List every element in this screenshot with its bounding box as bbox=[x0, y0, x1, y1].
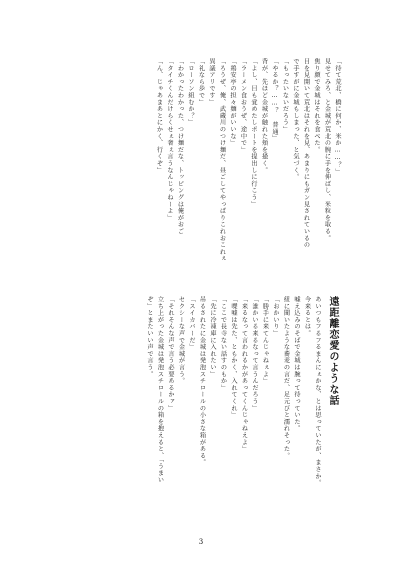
text-column: 「喋嘘は先た、ともかく、入れてくれ」 bbox=[230, 296, 237, 419]
text-column: 焦り顔で金城はそれを食べた。 bbox=[313, 58, 320, 154]
text-column: 「タイチくんだけらくせぇ奢ぇ言うなんじゃねーよ」 bbox=[166, 58, 173, 222]
text-column: 「よし、目も覚めたしポートを提出しに行こう」 bbox=[250, 58, 257, 208]
text-column: 「礼なら歩で」 bbox=[197, 58, 205, 106]
text-column: 「スイカバーだ」 bbox=[188, 296, 195, 351]
text-column: 「やるか？……？ 普通」 bbox=[271, 58, 278, 142]
text-column: 「待て荒北、橋に何か、米か……？」 bbox=[334, 58, 341, 176]
text-column: 「誰かいる来るなって言うんだろう」 bbox=[251, 296, 258, 412]
text-column: 「もったいないだろう」 bbox=[281, 58, 289, 133]
text-column: 「勝手に来てんじゃねぇよ」 bbox=[261, 296, 269, 385]
top-text-block bbox=[112, 58, 342, 280]
chapter-title: 遠距離恋愛のような話 bbox=[327, 296, 338, 406]
text-column: 「おかいり」 bbox=[272, 296, 279, 337]
text-column: 目を見開いて荒北はそれを見、あまりにもガン見されているの bbox=[302, 58, 310, 249]
text-column: 「それそんな声で言う必要あるかァ」 bbox=[167, 296, 174, 412]
text-column: 「ラーメン食おうぜ、途中で」 bbox=[239, 58, 247, 154]
text-column: ぞ」とまたいい声で言う。 bbox=[146, 296, 153, 378]
text-column: 「ここで長寺ない話すのもか」 bbox=[219, 296, 227, 392]
text-column: 吊るされたに金城は発泡スチロールの小さな箱がある。 bbox=[198, 296, 206, 466]
text-column: あいつもフるフるまんにぇかな、とは思っていたが、まさか。 bbox=[314, 296, 321, 487]
text-column: 「先に冷凍庫に入れたい」 bbox=[209, 296, 216, 378]
text-column: 「ん、じゃあまあとにかく、行くぞ」 bbox=[155, 58, 163, 174]
text-column: 異議アリです」 bbox=[208, 58, 215, 106]
text-column: 「鶏安亭の担々麺がいいな」 bbox=[229, 58, 236, 147]
page-number: 3 bbox=[198, 538, 204, 546]
text-column: 背が、先ほど金城が触れた頬を掻く。 bbox=[260, 58, 268, 174]
text-column: 今来るとは。 bbox=[303, 296, 311, 337]
text-column: で手すがに金城もしまった、と気づく。 bbox=[292, 58, 299, 181]
text-column: 立ち上がった金城は発泡スチロールの箱を抱えると、「うまい bbox=[156, 296, 164, 484]
text-column: 見せてみろ、と金城が荒北の腕に手を伸ばし、米粒を取る。 bbox=[323, 58, 331, 242]
text-column: 「ろうぜ、俺、武蔵川のつけ麺だ、昼ごしてやっぱりこれおこれぇ bbox=[218, 58, 226, 262]
bottom-text-block bbox=[108, 296, 322, 498]
text-column: 「わかったわかった、つけ麺だな、トッピングは俺がおご bbox=[176, 58, 184, 235]
text-column: 紐に聞いたような蕎麦の言だ、足元びと濡れそった。 bbox=[282, 296, 290, 460]
text-column: 「ローソン組むか？」 bbox=[187, 58, 194, 126]
text-column: 「来るなって言われるかがあってくんじゃねえよ」 bbox=[240, 296, 248, 453]
text-column: 嘘え込みのそばで金城は腕って待っていた。 bbox=[293, 296, 300, 432]
text-column: セクシーな声で金城が言う。 bbox=[177, 296, 185, 385]
